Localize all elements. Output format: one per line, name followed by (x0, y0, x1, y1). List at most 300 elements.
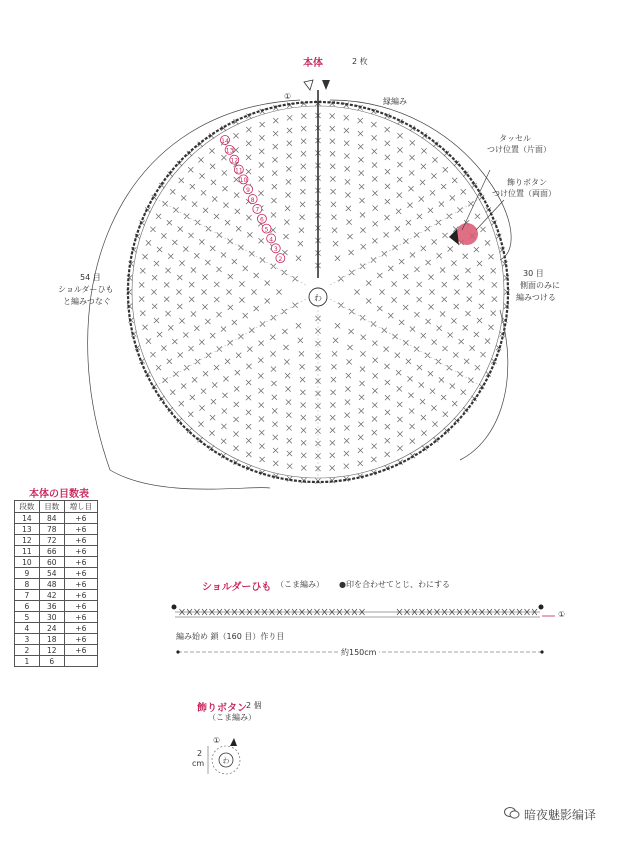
stitch-mark (234, 386, 239, 391)
stitch-mark (139, 297, 144, 302)
stitch-mark (210, 246, 215, 251)
stitch-mark (420, 399, 425, 404)
stitch-mark (428, 304, 433, 309)
stitch-mark (332, 351, 337, 356)
stitch-mark (272, 422, 277, 427)
stitch-mark (431, 173, 436, 178)
stitch-mark (330, 176, 335, 181)
stitch-mark (439, 202, 444, 207)
stitch-mark (271, 366, 276, 371)
stitch-mark (417, 297, 422, 302)
stitch-mark (157, 332, 162, 337)
table-cell: 3 (15, 634, 40, 645)
stitch-mark (372, 341, 377, 346)
stitch-mark (417, 282, 422, 287)
stitch-mark (265, 280, 270, 285)
stitch-mark (437, 253, 442, 258)
stitch-mark (344, 115, 349, 120)
table-cell: 78 (39, 524, 64, 535)
stitch-mark (454, 289, 459, 294)
table-cell: +6 (64, 546, 97, 557)
stitch-mark (189, 282, 194, 287)
stitch-mark (399, 320, 404, 325)
stitch-mark (286, 179, 291, 184)
stitch-mark (480, 227, 485, 232)
stitch-mark (474, 332, 479, 337)
stitch-mark (344, 451, 349, 456)
stitch-mark (373, 206, 378, 211)
round-marker-label: 14 (221, 137, 229, 145)
button-note-2: つけ位置（両面） (492, 189, 556, 198)
stitch-mark (151, 289, 156, 294)
stitch-mark (371, 122, 376, 127)
stitch-mark (259, 176, 264, 181)
button-note-1: 飾りボタン (507, 178, 547, 187)
stitch-mark (442, 297, 447, 302)
increase-line (157, 299, 306, 385)
button-count: 2 個 (246, 701, 262, 710)
stitch-mark (330, 465, 335, 470)
stitch-mark (397, 192, 402, 197)
stitch-mark (286, 412, 291, 417)
stitch-mark (235, 209, 240, 214)
stitch-mark (358, 131, 363, 136)
stitch-mark (492, 297, 497, 302)
stitch-mark (222, 170, 227, 175)
stitch-mark (345, 412, 350, 417)
stitch-mark (276, 289, 281, 294)
table-header: 増し目 (64, 501, 97, 513)
stitch-mark (330, 126, 335, 131)
stitch-mark (249, 251, 254, 256)
stitch-mark (179, 261, 184, 266)
stitch-mark (301, 428, 306, 433)
stitch-mark (232, 259, 237, 264)
table-row (15, 601, 98, 612)
stitch-mark (420, 180, 425, 185)
stitch-mark (331, 377, 336, 382)
stitch-mark (222, 186, 227, 191)
table-cell: 9 (15, 568, 40, 579)
stitch-mark (235, 370, 240, 375)
stitch-mark (199, 340, 204, 345)
stitch-mark (335, 323, 340, 328)
stitch-mark (272, 171, 277, 176)
stitch-mark (259, 416, 264, 421)
stitch-mark (194, 253, 199, 258)
stitch-mark (301, 139, 306, 144)
button-center-label: わ (222, 757, 230, 765)
stitch-mark (479, 275, 484, 280)
stitch-mark (384, 364, 389, 369)
stitch-mark (246, 395, 251, 400)
stitch-mark (451, 261, 456, 266)
center-label: わ (314, 293, 322, 303)
stitch-mark (299, 228, 304, 233)
stitch-mark (191, 311, 196, 316)
stitch-mark (146, 240, 151, 245)
stitch-mark (372, 416, 377, 421)
stitch-mark (214, 365, 219, 370)
stitch-mark (221, 326, 226, 331)
stitch-mark (463, 325, 468, 330)
stitch-mark (234, 192, 239, 197)
stitch-mark (361, 244, 366, 249)
round-marker-label: 13 (225, 147, 234, 155)
stitch-mark (382, 328, 387, 333)
stitch-mark (331, 189, 336, 194)
stitch-mark (417, 214, 422, 219)
button-position (456, 223, 478, 245)
stitch-mark (209, 431, 214, 436)
length-end (540, 650, 543, 653)
strap-length: 約150cm (338, 647, 379, 658)
stitch-mark (409, 408, 414, 413)
stitch-mark (233, 446, 238, 451)
stitch-mark (419, 382, 424, 387)
table-cell: +6 (64, 612, 97, 623)
stitch-mark (359, 184, 364, 189)
stitch-mark (179, 178, 184, 183)
stitch-mark (437, 326, 442, 331)
stitch-mark (286, 400, 291, 405)
stitch-mark (345, 179, 350, 184)
stitch-mark (384, 232, 389, 237)
stitch-table (14, 500, 98, 667)
stitch-mark (330, 151, 335, 156)
stitch-mark (409, 170, 414, 175)
stitch-mark (243, 266, 248, 271)
stitch-mark (173, 207, 178, 212)
stitch-mark (359, 198, 364, 203)
table-cell: +6 (64, 535, 97, 546)
round-marker-label: 12 (230, 157, 239, 165)
stitch-mark (285, 373, 290, 378)
stitch-mark (221, 252, 226, 257)
table-cell: +6 (64, 579, 97, 590)
stitch-mark (191, 267, 196, 272)
stitch-mark (183, 246, 188, 251)
button-pointer (230, 738, 237, 746)
stitch-mark (287, 425, 292, 430)
stitch-mark (233, 417, 238, 422)
edge-label: 縁編み (383, 97, 407, 106)
stitch-mark (234, 177, 239, 182)
stitch-mark (354, 289, 359, 294)
stitch-mark (347, 220, 352, 225)
stitch-mark (273, 448, 278, 453)
stitch-mark (474, 247, 479, 252)
stitch-mark (259, 149, 264, 154)
stitch-mark (406, 359, 411, 364)
stitch-mark (477, 318, 482, 323)
stitch-mark (178, 352, 183, 357)
stitch-mark (409, 424, 414, 429)
stitch-mark (170, 390, 175, 395)
table-row (15, 612, 98, 623)
stitch-mark (210, 415, 215, 420)
stitch-mark (477, 261, 482, 266)
stitch-mark (366, 280, 371, 285)
stitch-mark (164, 297, 169, 302)
stitch-mark (192, 377, 197, 382)
stitch-mark (430, 389, 435, 394)
stitch-mark (382, 251, 387, 256)
table-cell: 48 (39, 579, 64, 590)
stitch-mark (373, 221, 378, 226)
stitch-mark (205, 260, 210, 265)
table-row (15, 524, 98, 535)
stitch-mark (246, 169, 251, 174)
stitch-mark (491, 268, 496, 273)
stitch-mark (239, 297, 244, 302)
tassel-note-2: つけ位置（片面） (487, 145, 551, 154)
stitch-mark (221, 439, 226, 444)
stitch-mark (373, 358, 378, 363)
stitch-mark (403, 274, 408, 279)
stitch-mark (452, 401, 457, 406)
stitch-mark (236, 226, 241, 231)
stitch-mark (271, 198, 276, 203)
stitch-mark (272, 184, 277, 189)
stitch-mark (300, 202, 305, 207)
table-header: 段数 (15, 501, 40, 513)
stitch-mark (239, 281, 244, 286)
stitch-mark (443, 412, 448, 417)
stitch-mark (168, 254, 173, 259)
stitch-mark (421, 164, 426, 169)
stitch-mark (359, 171, 364, 176)
stitch-mark (271, 212, 276, 217)
stitch-mark (479, 304, 484, 309)
stitch-mark (388, 313, 393, 318)
stitch-mark (468, 378, 473, 383)
table-cell: 14 (15, 513, 40, 524)
stitch-mark (246, 215, 251, 220)
round-marker-label: 7 (255, 206, 260, 214)
stitch-mark (441, 184, 446, 189)
stitch-mark (385, 169, 390, 174)
stitch-mark (358, 157, 363, 162)
stitch-mark (223, 376, 228, 381)
stitch-mark (372, 388, 377, 393)
stitch-mark (454, 275, 459, 280)
stitch-mark (273, 435, 278, 440)
stitch-mark (165, 311, 170, 316)
stitch-mark (450, 383, 455, 388)
stitch-mark (421, 431, 426, 436)
stitch-mark (443, 167, 448, 172)
table-cell: +6 (64, 557, 97, 568)
stitch-mark (385, 424, 390, 429)
stitch-mark (260, 122, 265, 127)
stitch-mark (417, 365, 422, 370)
stitch-mark (246, 141, 251, 146)
table-title: 本体の目数表 (29, 489, 89, 500)
stitch-mark (233, 133, 238, 138)
stitch-mark (431, 405, 436, 410)
stitch-mark (388, 266, 393, 271)
round-marker-label: 5 (264, 226, 269, 234)
stitch-mark (330, 139, 335, 144)
left-arc (88, 100, 300, 470)
stitch-mark (430, 190, 435, 195)
stitch-mark (410, 140, 415, 145)
stitch-mark (157, 247, 162, 252)
stitch-mark (442, 282, 447, 287)
stitch-mark (260, 457, 265, 462)
watermark-text: 暗夜魅影编译 (524, 808, 597, 822)
stitch-mark (330, 428, 335, 433)
table-header: 目数 (39, 501, 64, 513)
stitch-mark (358, 144, 363, 149)
stitch-mark (246, 155, 251, 160)
stitch-mark (265, 298, 270, 303)
stitch-mark (333, 338, 338, 343)
stitch-mark (188, 346, 193, 351)
stitch-mark (397, 133, 402, 138)
stitch-mark (491, 311, 496, 316)
stitch-mark (459, 339, 464, 344)
stitch-mark (259, 430, 264, 435)
length-end (176, 650, 179, 653)
stitch-mark (333, 241, 338, 246)
table-cell: 10 (15, 557, 40, 568)
stitch-mark (441, 395, 446, 400)
stitch-mark (358, 461, 363, 466)
stitch-mark (258, 358, 263, 363)
table-cell: 12 (39, 645, 64, 656)
stitch-mark (453, 352, 458, 357)
stitch-mark (225, 220, 230, 225)
stitch-mark (225, 359, 230, 364)
stitch-mark (440, 267, 445, 272)
stitch-mark (385, 410, 390, 415)
stitch-mark (254, 273, 259, 278)
stitch-mark (272, 157, 277, 162)
stitch-mark (156, 214, 161, 219)
stitch-mark (358, 448, 363, 453)
stitch-mark (384, 215, 389, 220)
stitch-mark (457, 207, 462, 212)
stitch-mark (259, 341, 264, 346)
stitch-mark (385, 184, 390, 189)
stitch-mark (190, 184, 195, 189)
round-marker-label: 6 (260, 216, 264, 224)
stitch-mark (246, 424, 251, 429)
stitch-mark (457, 371, 462, 376)
stitch-mark (358, 118, 363, 123)
table-cell (64, 656, 97, 667)
stitch-mark (228, 274, 233, 279)
stitch-mark (152, 304, 157, 309)
stitch-mark (432, 340, 437, 345)
stitch-mark (450, 195, 455, 200)
right-note-2: 側面のみに (520, 281, 560, 290)
stitch-mark (154, 318, 159, 323)
table-row (15, 579, 98, 590)
stitch-mark (330, 402, 335, 407)
stitch-mark (233, 431, 238, 436)
stitch-mark (371, 135, 376, 140)
stitch-mark (165, 268, 170, 273)
stitch-mark (330, 453, 335, 458)
stitch-mark (464, 359, 469, 364)
stitch-mark (188, 167, 193, 172)
stitch-mark (391, 281, 396, 286)
stitch-mark (451, 318, 456, 323)
stitch-mark (198, 422, 203, 427)
left-note-1: 54 目 (80, 273, 101, 282)
stitch-mark (344, 141, 349, 146)
button-size-unit: cm (192, 759, 205, 768)
stitch-mark (360, 351, 365, 356)
stitch-mark (331, 215, 336, 220)
stitch-mark (485, 240, 490, 245)
stitch-mark (254, 306, 259, 311)
stitch-mark (246, 364, 251, 369)
table-cell: 66 (39, 546, 64, 557)
stitch-mark (397, 162, 402, 167)
stitch-mark (221, 155, 226, 160)
table-cell: 6 (39, 656, 64, 667)
stitch-mark (283, 234, 288, 239)
round-marker-label: 2 (278, 255, 283, 263)
stitch-mark (467, 297, 472, 302)
stitch-mark (454, 304, 459, 309)
wechat-icon (504, 805, 520, 819)
stitch-mark (243, 313, 248, 318)
stitch-mark (173, 371, 178, 376)
stitch-mark (156, 365, 161, 370)
stitch-mark (216, 267, 221, 272)
table-cell: 42 (39, 590, 64, 601)
stitch-mark (331, 390, 336, 395)
stitch-mark (391, 297, 396, 302)
stitch-mark (426, 319, 431, 324)
stitch-mark (150, 352, 155, 357)
table-cell: +6 (64, 634, 97, 645)
stitch-mark (214, 282, 219, 287)
button-stitch: （こま編み） (208, 713, 256, 722)
stitch-mark (397, 177, 402, 182)
stitch-mark (397, 147, 402, 152)
stitch-mark (177, 304, 182, 309)
strap-dot-left (172, 605, 177, 610)
stitch-mark (273, 118, 278, 123)
stitch-mark (301, 415, 306, 420)
stitch-mark (448, 246, 453, 251)
stitch-mark (421, 415, 426, 420)
stitch-mark (216, 312, 221, 317)
stitch-mark (188, 233, 193, 238)
stitch-mark (492, 282, 497, 287)
stitch-mark (399, 259, 404, 264)
stitch-mark (161, 233, 166, 238)
stitch-mark (300, 189, 305, 194)
stitch-mark (183, 332, 188, 337)
stitch-mark (139, 282, 144, 287)
stitch-mark (432, 239, 437, 244)
table-cell: 1 (15, 656, 40, 667)
increase-line (330, 299, 479, 385)
stitch-mark (379, 289, 384, 294)
stitch-mark (300, 390, 305, 395)
stitch-mark (440, 311, 445, 316)
stitch-mark (188, 412, 193, 417)
stitch-mark (214, 297, 219, 302)
stitch-mark (199, 173, 204, 178)
